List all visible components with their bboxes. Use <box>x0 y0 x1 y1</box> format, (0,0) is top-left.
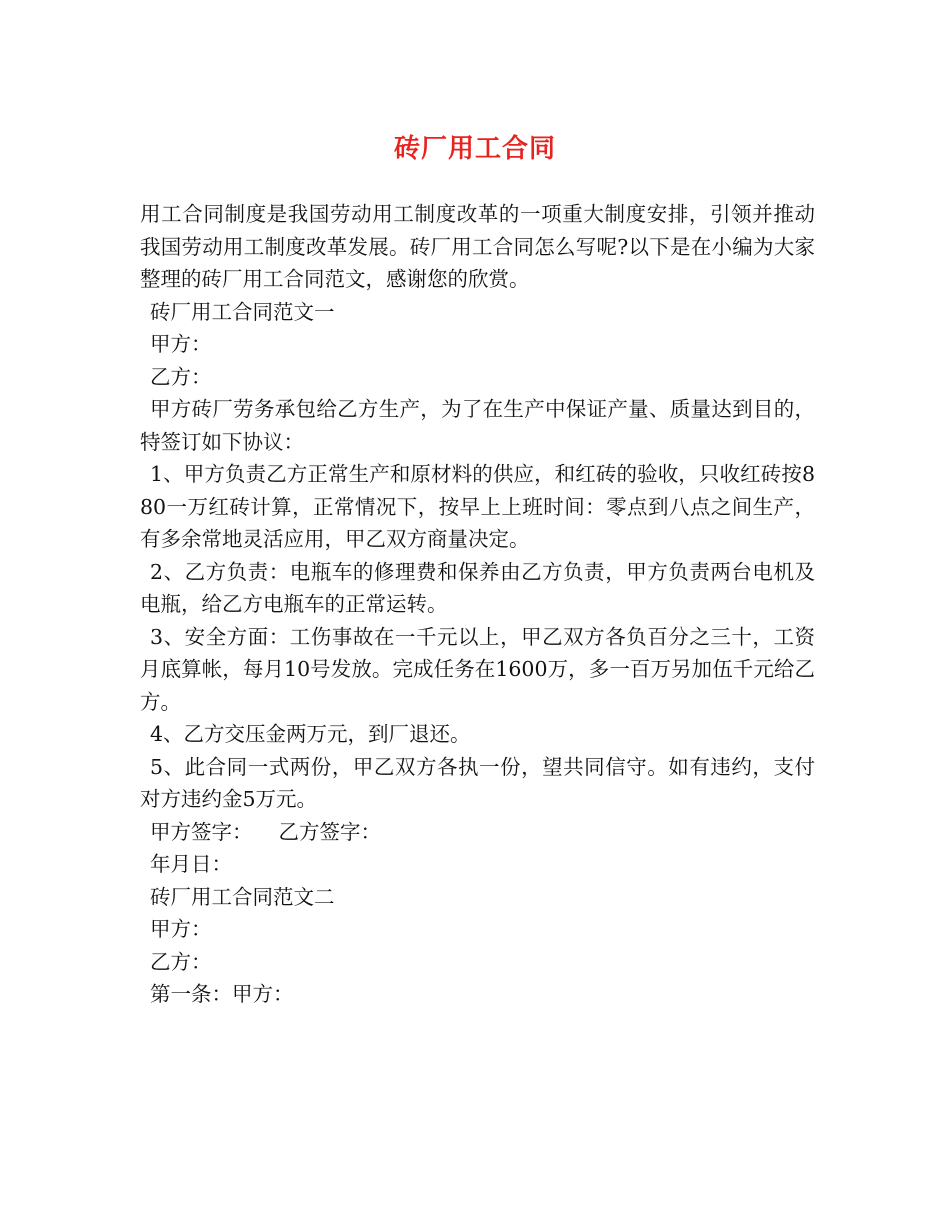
document-body <box>140 198 815 1011</box>
clause-1: 1、甲方负责乙方正常生产和原材料的供应，和红砖的验收，只收红砖按880一万红砖计算，正常情况下，按早上上班时间：零点到八点之间生产，有多余常地灵活应用，甲乙双方商量决定。 <box>140 462 815 551</box>
date-line: 年月日： <box>150 852 232 876</box>
sample1-party-a: 甲方： <box>150 332 212 356</box>
sample2-party-b: 乙方： <box>150 949 212 974</box>
sign-party-a: 甲方签字： <box>150 819 253 844</box>
clause-2: 2、乙方负责：电瓶车的修理费和保养由乙方负责，甲方负责两台电机及电瓶，给乙方电瓶车的正常运转。 <box>140 559 815 616</box>
signature-line <box>140 816 815 849</box>
intro-paragraph: 用工合同制度是我国劳动用工制度改革的一项重大制度安排，引领并推动我国劳动用工制度改革发展。砖厂用工合同怎么写呢?以下是在小编为大家整理的砖厂用工合同范文，感谢您的欣赏。 <box>140 202 815 291</box>
sample2-article-1: 第一条：甲方： <box>150 982 294 1006</box>
sign-party-b: 乙方签字： <box>278 819 381 844</box>
sample1-preamble: 甲方砖厂劳务承包给乙方生产，为了在生产中保证产量、质量达到目的，特签订如下协议： <box>140 397 815 454</box>
sample1-heading: 砖厂用工合同范文一 <box>150 299 335 324</box>
sample2-heading: 砖厂用工合同范文二 <box>150 884 335 909</box>
clause-4: 4、乙方交压金两万元，到厂退还。 <box>150 722 471 746</box>
sample2-party-a: 甲方： <box>150 917 212 941</box>
clause-3: 3、安全方面：工伤事故在一千元以上，甲乙双方各负百分之三十，工资月底算帐，每月10号发放。完成任务在1600万，多一百万另加伍千元给乙方。 <box>140 624 815 714</box>
document-title: 砖厂用工合同 <box>393 134 556 164</box>
sample1-party-b: 乙方： <box>150 364 212 389</box>
clause-5: 5、此合同一式两份，甲乙双方各执一份，望共同信守。如有违约，支付对方违约金5万元。 <box>140 754 815 811</box>
